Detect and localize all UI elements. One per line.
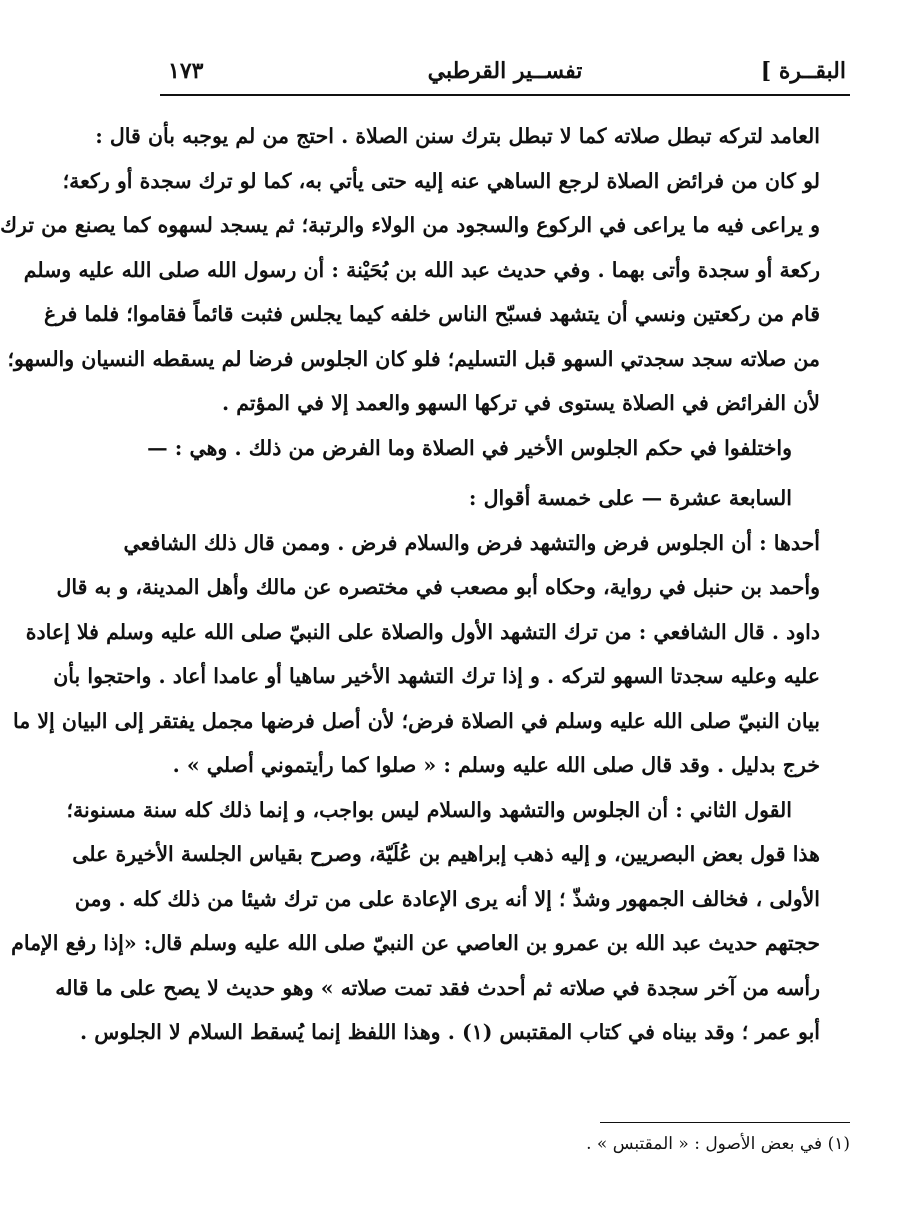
text-line: العامد لتركه تبطل صلاته كما لا تبطل بترك سنن الصلاة . احتج من لم يوجبه بأن قال : (95, 124, 820, 148)
text-line: بيان النبيّ صلى الله عليه وسلم في الصلاة فرض؛ لأن أصل فرضها مجمل يفتقر إلى البيان إلا ما (13, 708, 820, 733)
section-heading: السابعة عشرة — على خمسة أقوال : (468, 486, 792, 510)
paragraph-start: القول الثاني : أن الجلوس والتشهد والسلام ليس بواجب، و إنما ذلك كله سنة مسنونة؛ (66, 797, 792, 822)
surah-name: البقــرة ] (760, 58, 846, 84)
page-number: ١٧٣ (168, 58, 204, 84)
running-title: تفســير القرطبي (427, 58, 583, 84)
text-line: الأولى ، فخالف الجمهور وشذّ ؛ إلا أنه يرى الإعادة على من ترك شيئا من ذلك كله . ومن (74, 886, 820, 911)
text-line: وأحمد بن حنبل في رواية، وحكاه أبو مصعب في مختصره عن مالك وأهل المدينة، و به قال (56, 575, 820, 599)
header-rule (160, 94, 850, 96)
text-line: من صلاته سجد سجدتي السهو قبل التسليم؛ فلو كان الجلوس فرضا لم يسقطه النسيان والسهو؛ (7, 346, 820, 371)
text-line: داود . قال الشافعي : من ترك التشهد الأول والصلاة على النبيّ صلى الله عليه وسلم فلا إعادة (25, 619, 820, 644)
text-line: هذا قول بعض البصريين، و إليه ذهب إبراهيم بن عُلَيّة، وصرح بقياس الجلسة الأخيرة على (72, 842, 820, 866)
page-header (160, 52, 850, 96)
paragraph-start: واختلفوا في حكم الجلوس الأخير في الصلاة وما الفرض من ذلك . وهي : — (147, 435, 792, 460)
text-line: لو كان من فرائض الصلاة لرجع الساهي عنه إليه حتى يأتي به، كما لو ترك سجدة أو ركعة؛ (62, 168, 820, 193)
footnote: (١) في بعض الأصول : « المقتبس » . (586, 1134, 850, 1154)
text-line: رأسه من آخر سجدة في صلاته ثم أحدث فقد تمت صلاته » وهو حديث لا يصح على ما قاله (55, 975, 820, 1000)
text-line: أبو عمر ؛ وقد بيناه في كتاب المقتبس (١) . وهذا اللفظ إنما يُسقط السلام لا الجلوس . (80, 1020, 820, 1044)
text-line: لأن الفرائض في الصلاة يستوى في تركها السهو والعمد إلا في المؤتم . (221, 391, 820, 415)
main-text (0, 114, 820, 1055)
text-line: خرج بدليل . وقد قال صلى الله عليه وسلم : « صلوا كما رأيتموني أصلي » . (172, 753, 820, 777)
text-line: ركعة أو سجدة وأتى بهما . وفي حديث عبد الله بن بُحَيْنة : أن رسول الله صلى الله عليه وسلم (23, 257, 820, 282)
footnote-rule (600, 1122, 850, 1123)
text-line: حجتهم حديث عبد الله بن عمرو بن العاصي عن النبيّ صلى الله عليه وسلم قال: «إذا رفع الإمام (11, 931, 820, 955)
paragraph-start: أحدها : أن الجلوس فرض والتشهد فرض والسلام فرض . وممن قال ذلك الشافعي (123, 530, 820, 555)
text-line: قام من ركعتين ونسي أن يتشهد فسبّح الناس خلفه كيما يجلس فثبت قائماً فقاموا؛ فلما فرغ (43, 302, 820, 326)
text-line: و يراعى فيه ما يراعى في الركوع والسجود من الولاء والرتبة؛ ثم يسجد لسهوه كما يصنع من ترك (0, 213, 820, 237)
text-line: عليه وعليه سجدتا السهو لتركه . و إذا ترك التشهد الأخير ساهيا أو عامدا أعاد . واحتجوا بأن (53, 664, 820, 688)
